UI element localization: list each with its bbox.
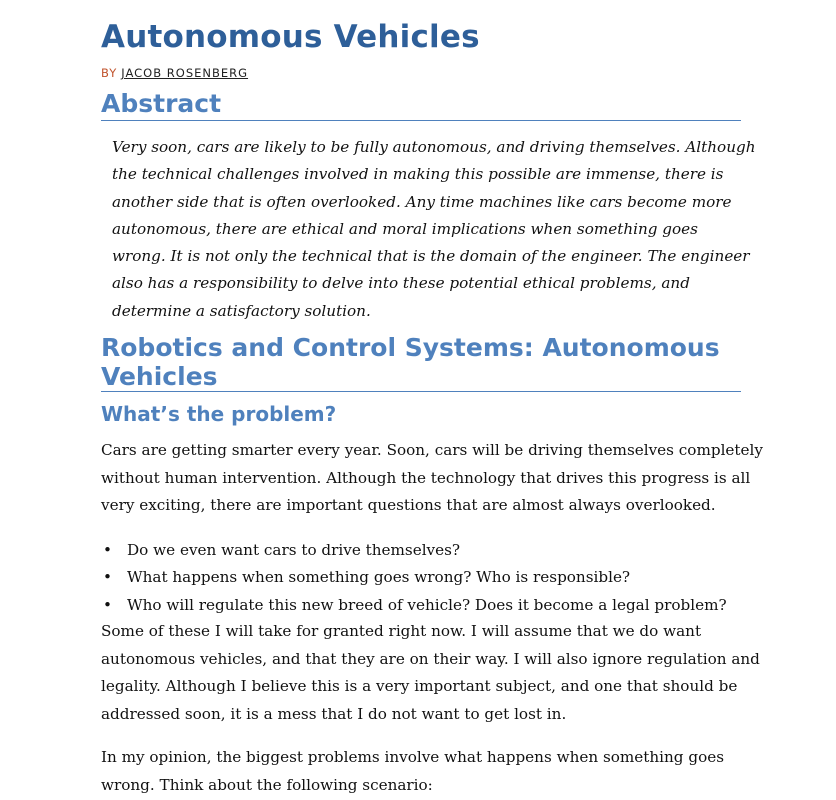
paragraph-line: legality. Although I believe this is a very important subject, and one that should be: [101, 677, 738, 695]
abstract-heading: Abstract: [101, 88, 741, 121]
list-item: [101, 537, 741, 564]
bullet-icon: •: [103, 541, 112, 559]
section-heading: [101, 333, 741, 392]
abstract-line: also has a responsibility to delve into these potential ethical problems, and: [112, 274, 690, 293]
subheading: What’s the problem?: [101, 402, 337, 426]
paragraph-line: autonomous vehicles, and that they are on their way. I will also ignore regulation and: [101, 649, 760, 668]
paragraph-line: without human intervention. Although the technology that drives this progress is all: [101, 468, 751, 487]
abstract-text: [112, 134, 756, 325]
question-list: [101, 537, 741, 619]
bullet-icon: •: [103, 568, 112, 587]
section-heading-line: Robotics and Control Systems: Autonomous: [101, 333, 720, 362]
paragraph-line: In my opinion, the biggest problems involve what happens when something goes: [101, 748, 724, 766]
paragraph-assumptions: [101, 618, 760, 728]
abstract-line: the technical challenges involved in making this possible are immense, there is: [112, 165, 724, 184]
paragraph-line: addressed soon, it is a mess that I do not want to get lost in.: [101, 704, 567, 723]
paragraph-line: wrong. Think about the following scenario:: [101, 775, 433, 794]
paragraph-line: very exciting, there are important questions that are almost always overlooked.: [101, 496, 716, 514]
bullet-icon: •: [103, 595, 112, 614]
section-heading-line: Vehicles: [101, 362, 218, 391]
document-title: Autonomous Vehicles: [101, 19, 480, 55]
byline-prefix: BY: [101, 66, 118, 80]
paragraph-intro: [101, 437, 763, 520]
list-item-text: Who will regulate this new breed of vehicle? Does it become a legal problem?: [127, 595, 727, 614]
paragraph-line: Cars are getting smarter every year. Soon, cars will be driving themselves completely: [101, 441, 763, 459]
abstract-line: autonomous, there are ethical and moral implications when something goes: [112, 219, 698, 238]
abstract-line: wrong. It is not only the technical that is the domain of the engineer. The engineer: [112, 247, 750, 266]
list-item-text: Do we even want cars to drive themselves?: [127, 541, 461, 559]
list-item-text: What happens when something goes wrong? Who is responsible?: [127, 568, 631, 587]
byline: [101, 66, 248, 80]
abstract-line: Very soon, cars are likely to be fully autonomous, and driving themselves. Although: [112, 138, 756, 156]
list-item: [101, 564, 741, 591]
author-link[interactable]: JACOB ROSENBERG: [121, 66, 249, 80]
paragraph-line: Some of these I will take for granted right now. I will assume that we do want: [101, 622, 702, 640]
list-item: [101, 592, 741, 619]
abstract-line: another side that is often overlooked. Any time machines like cars become more: [112, 192, 732, 211]
paragraph-scenario: [101, 744, 741, 799]
abstract-line: determine a satisfactory solution.: [112, 301, 371, 320]
